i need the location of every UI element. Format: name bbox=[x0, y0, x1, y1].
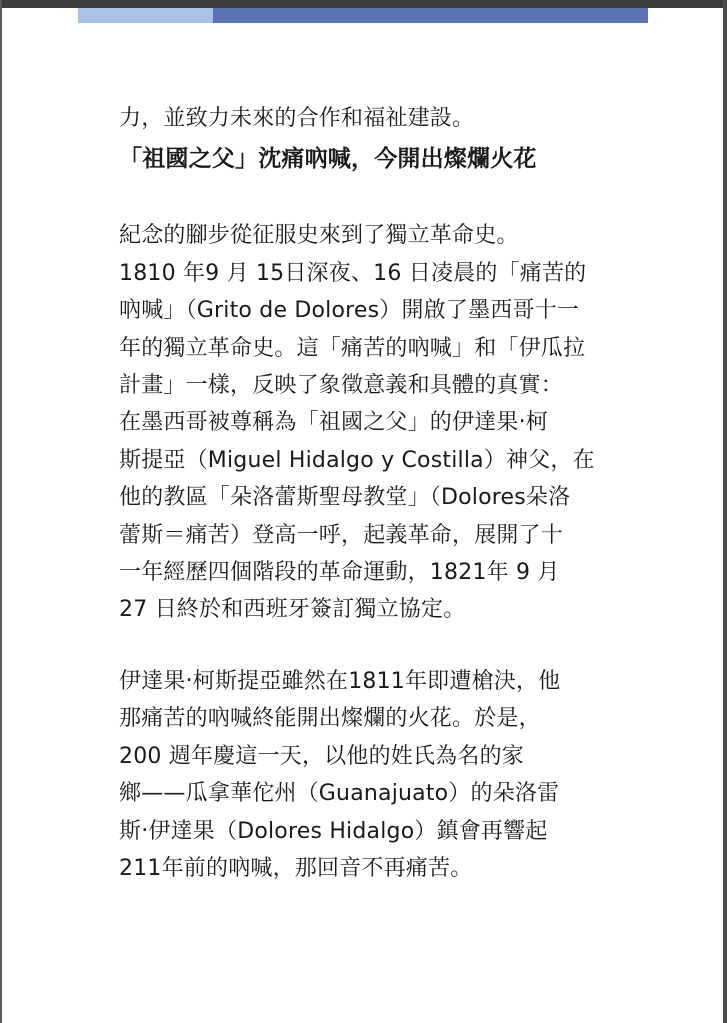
paragraph-line: 伊達果‧柯斯提亞雖然在1811年即遭槍決，他 bbox=[119, 668, 561, 694]
paragraph-line: 計畫」一樣，反映了象徵意義和具體的真實： bbox=[119, 373, 564, 399]
spacer bbox=[119, 629, 619, 663]
paragraph-line: 在墨西哥被尊稱為「祖國之父」的伊達果‧柯 bbox=[119, 410, 548, 436]
paragraph-line: 吶喊」（Grito de Dolores）開啟了墨西哥十一 bbox=[119, 298, 580, 324]
page-top-frame bbox=[0, 0, 727, 8]
intro-line: 力，並致力未來的合作和福祉建設。 bbox=[119, 106, 475, 131]
paragraph-line: 一年經歷四個階段的革命運動，1821年 9 月 bbox=[119, 560, 560, 586]
paragraph-line: 斯提亞（Miguel Hidalgo y Costilla）神父，在 bbox=[119, 447, 595, 473]
paragraph-1 bbox=[119, 217, 619, 628]
paragraph-line: 27 日終於和西班牙簽訂獨立協定。 bbox=[119, 597, 466, 623]
paragraph-line: 那痛苦的吶喊終能開出燦爛的火花。於是， bbox=[119, 706, 541, 732]
paragraph-line: 年的獨立革命史。這「痛苦的吶喊」和「伊瓜拉 bbox=[119, 335, 586, 361]
paragraph-line: 斯‧伊達果（Dolores Hidalgo）鎮會再響起 bbox=[119, 818, 548, 844]
paragraph-line: 200 週年慶這一天，以他的姓氏為名的家 bbox=[119, 743, 524, 769]
article-body bbox=[119, 100, 619, 887]
paragraph-line: 211年前的吶喊，那回音不再痛苦。 bbox=[119, 855, 473, 881]
spacer bbox=[119, 181, 619, 217]
header-accent-bar-light bbox=[78, 8, 213, 23]
paragraph-line: 鄉——瓜拿華佗州（Guanajuato）的朵洛雷 bbox=[119, 781, 560, 807]
paragraph-line: 1810 年9 月 15日深夜、16 日凌晨的「痛苦的 bbox=[119, 260, 587, 286]
paragraph-line: 蕾斯＝痛苦）登高一呼，起義革命，展開了十 bbox=[119, 522, 564, 548]
page-right-border bbox=[723, 0, 727, 1023]
paragraph-line: 紀念的腳步從征服史來到了獨立革命史。 bbox=[119, 223, 519, 249]
section-heading: 「祖國之父」沈痛吶喊，今開出燦爛火花 bbox=[119, 146, 537, 173]
paragraph-2 bbox=[119, 663, 619, 887]
header-accent-bar-dark bbox=[213, 8, 648, 23]
page-left-border bbox=[0, 0, 2, 1023]
paragraph-line: 他的教區「朵洛蕾斯聖母教堂」（Dolores朵洛 bbox=[119, 485, 571, 511]
